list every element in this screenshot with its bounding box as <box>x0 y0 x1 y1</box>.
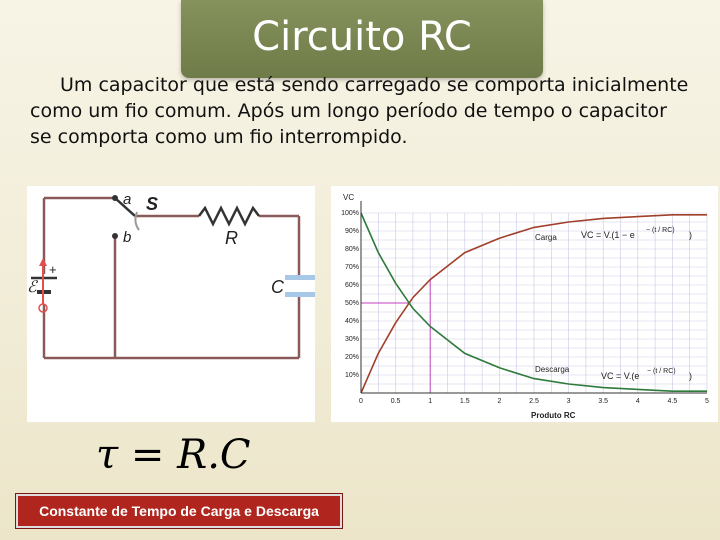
resistor-symbol <box>199 208 259 224</box>
x-tick-label: 4 <box>635 398 640 405</box>
intro-paragraph <box>30 72 700 150</box>
y-tick-label: 100% <box>341 210 359 217</box>
descarga-formula: VC = V.(e <box>601 371 640 381</box>
time-constant-formula: τ = R.C <box>96 432 251 478</box>
carga-formula: VC = V.(1 − e <box>581 230 635 240</box>
carga-close: ) <box>689 230 692 240</box>
capacitor-label: C <box>271 277 284 297</box>
x-tick-label: 1.5 <box>459 398 470 405</box>
switch-terminal-b-dot <box>112 233 118 239</box>
carga-exponent: − (t / RC) <box>646 227 675 234</box>
y-tick-label: 70% <box>344 264 359 271</box>
y-tick-label: 40% <box>344 318 359 325</box>
x-tick-label: 2.5 <box>529 398 539 405</box>
capacitor-plate-top <box>285 275 315 280</box>
capacitor-plate-bottom <box>285 292 315 297</box>
x-tick-label: 1 <box>428 398 433 405</box>
switch-label-b: b <box>123 229 132 246</box>
emf-arrowhead-icon <box>39 258 47 266</box>
y-axis-label: VC <box>343 193 355 202</box>
circuit-panel <box>27 186 315 422</box>
x-axis-label: Produto RC <box>531 411 576 420</box>
caption-box: Constante de Tempo de Carga e Descarga <box>16 494 342 528</box>
x-tick-label: 4.5 <box>667 398 678 405</box>
carga-label: Carga <box>535 233 557 242</box>
switch-arrow-icon <box>135 212 139 230</box>
y-tick-label: 50% <box>344 300 359 307</box>
switch-label-s: S <box>146 194 159 214</box>
paragraph-line-3: se comporta como um fio interrompido. <box>30 126 408 148</box>
emf-label: ℰ <box>27 279 37 296</box>
descarga-label: Descarga <box>535 365 570 374</box>
y-tick-label: 30% <box>344 336 359 343</box>
x-tick-label: 2 <box>497 398 502 405</box>
x-tick-label: 0.5 <box>390 398 401 405</box>
y-tick-label: 20% <box>344 354 359 361</box>
chart-panel <box>331 186 718 422</box>
chart-grid <box>361 213 707 393</box>
descarga-exponent: − (t / RC) <box>647 368 676 375</box>
paragraph-line-1: Um capacitor que está sendo carregado se comporta inicialmente <box>60 74 689 96</box>
x-tick-label: 0 <box>359 398 363 405</box>
circuit-diagram <box>27 186 315 422</box>
resistor-label: R <box>225 228 238 248</box>
y-tick-label: 80% <box>344 246 359 253</box>
paragraph-line-2: como um fio comum. Após um longo período de tempo o capacitor <box>30 100 667 122</box>
x-tick-label: 3 <box>566 398 571 405</box>
x-tick-label: 5 <box>705 398 709 405</box>
x-tick-label: 3.5 <box>598 398 609 405</box>
battery-plus-sign: + <box>49 262 57 277</box>
y-tick-label: 60% <box>344 282 359 289</box>
y-tick-label: 10% <box>344 372 359 379</box>
descarga-close: ) <box>689 371 692 381</box>
y-tick-label: 90% <box>344 228 359 235</box>
slide-title: Circuito RC <box>252 14 472 60</box>
rc-chart <box>331 186 718 422</box>
switch-label-a: a <box>123 191 132 208</box>
